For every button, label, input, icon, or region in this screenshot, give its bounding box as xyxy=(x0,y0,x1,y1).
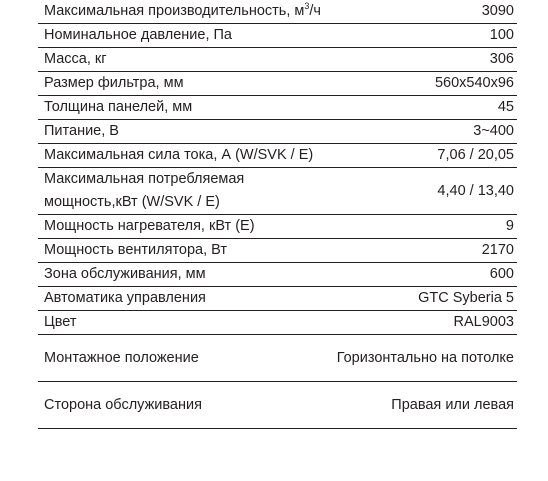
spec-value: 45 xyxy=(497,99,514,115)
spec-row-service-zone xyxy=(38,263,517,287)
spec-param: Толщина панелей, мм xyxy=(44,99,193,115)
spec-value: 7,06 / 20,05 xyxy=(437,147,514,163)
spec-row-mass xyxy=(38,48,517,72)
spec-value: RAL9003 xyxy=(453,314,514,330)
spec-value: 560x540x96 xyxy=(434,75,514,91)
spec-value: 3090 xyxy=(481,3,514,19)
spec-row-nominal-pressure xyxy=(38,24,517,48)
spec-param: Мощность нагревателя, кВт (E) xyxy=(44,218,255,234)
spec-row-mounting-position xyxy=(38,335,517,382)
spec-row-max-current xyxy=(38,144,517,168)
spec-row-heater-power xyxy=(38,215,517,239)
spec-row-control-automation xyxy=(38,287,517,311)
spec-value: 100 xyxy=(489,27,514,43)
spec-row-max-power-consumption xyxy=(38,168,517,215)
spec-row-max-capacity xyxy=(38,0,517,24)
spec-value: 3~400 xyxy=(473,123,514,139)
spec-param: Мощность вентилятора, Вт xyxy=(44,242,228,258)
spec-value: 600 xyxy=(489,266,514,282)
spec-row-panel-thickness xyxy=(38,96,517,120)
spec-param-text: Максимальная производительность, м xyxy=(44,3,305,19)
spec-param: Номинальное давление, Па xyxy=(44,27,232,43)
spec-value: GTC Syberia 5 xyxy=(418,290,514,306)
spec-param: Сторона обслуживания xyxy=(44,396,202,413)
spec-param-superscript: 3 xyxy=(304,1,310,11)
spec-param: Максимальная потребляемая мощность,кВт (W/SVK / E) xyxy=(44,171,245,210)
spec-value: 306 xyxy=(489,51,514,67)
spec-value: Правая или левая xyxy=(391,396,514,413)
spec-param: Автоматика управления xyxy=(44,290,206,306)
spec-row-power-supply xyxy=(38,120,517,144)
spec-row-service-side xyxy=(38,382,517,429)
spec-param xyxy=(38,0,332,24)
spec-value: Горизонтально на потолке xyxy=(336,349,514,366)
spec-param: Максимальная сила тока, А (W/SVK / E) xyxy=(44,147,314,163)
spec-param: Масса, кг xyxy=(44,51,107,67)
spec-param: Монтажное положение xyxy=(44,349,199,366)
spec-param: Размер фильтра, мм xyxy=(44,75,184,91)
spec-param: Цвет xyxy=(44,314,77,330)
spec-param: Зона обслуживания, мм xyxy=(44,266,206,282)
spec-value: 4,40 / 13,40 xyxy=(437,182,514,199)
spec-row-color xyxy=(38,311,517,335)
spec-value: 2170 xyxy=(481,242,514,258)
spec-value: 9 xyxy=(505,218,514,234)
spec-row-fan-power xyxy=(38,239,517,263)
spec-param-suffix: /ч xyxy=(309,3,321,19)
spec-param: Питание, В xyxy=(44,123,119,139)
specifications-table xyxy=(38,0,517,429)
spec-row-filter-size xyxy=(38,72,517,96)
